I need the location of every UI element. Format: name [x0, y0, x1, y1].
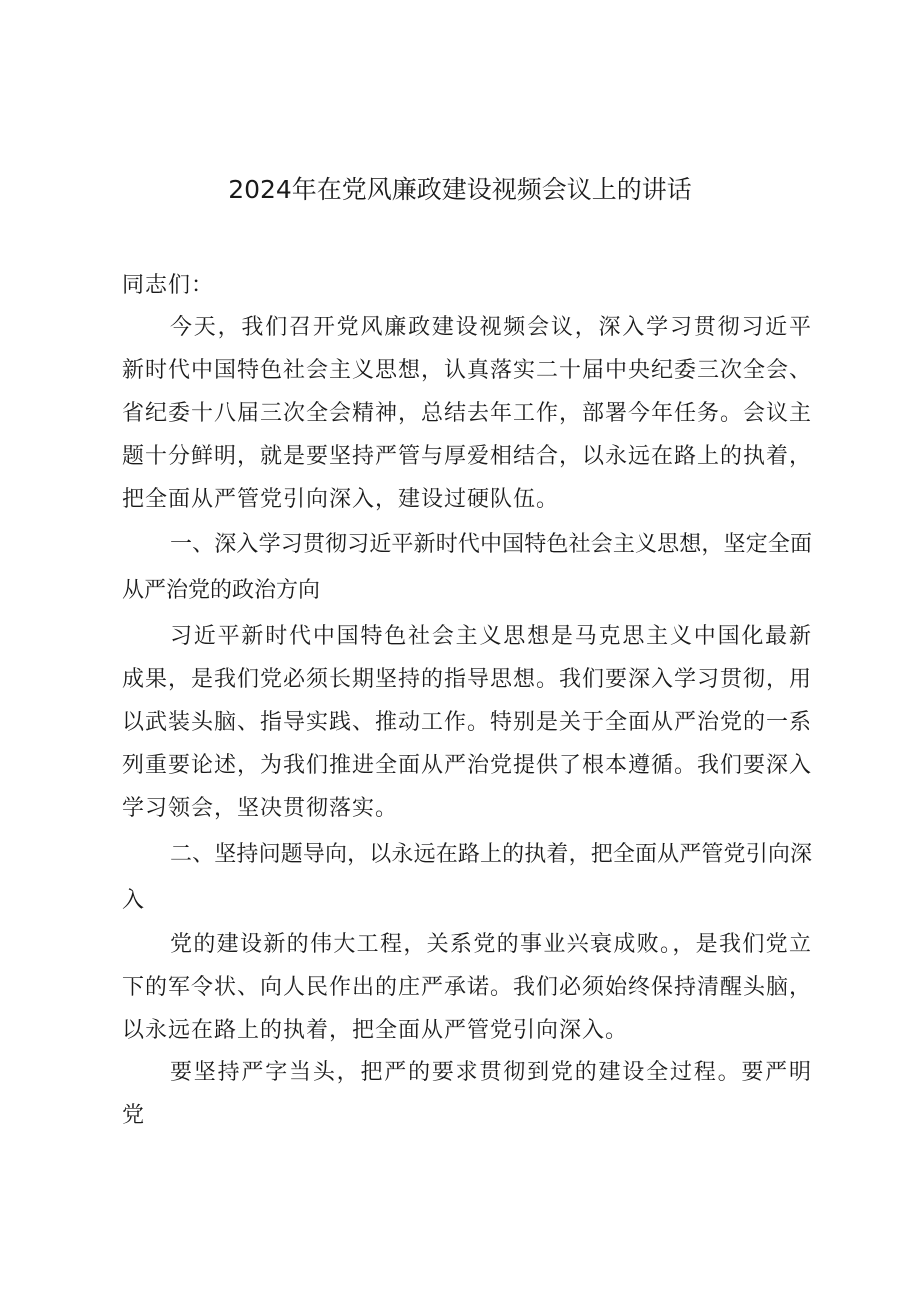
paragraph-section-2b: 要坚持严字当头，把严的要求贯彻到党的建设全过程。要严明党 — [122, 1060, 812, 1128]
section-heading-1: 一、深入学习贯彻习近平新时代中国特色社会主义思想，坚定全面从严治党的政治方向 — [122, 532, 812, 603]
document-title: 2024年在党风廉政建设视频会议上的讲话 — [228, 175, 692, 204]
paragraph-section-1: 习近平新时代中国特色社会主义思想是马克思主义中国化最新成果，是我们党必须长期坚持的指导思想。我们要深入学习贯彻，用以武装头脑、指导实践、推动工作。特别是关于全面从严治党的一系列重要论述，为我们推进全面从严治党提供了根本遵循。我们要深入学习领会，坚决贯彻落实。 — [122, 624, 813, 821]
salutation: 同志们： — [122, 273, 215, 298]
paragraph-section-2: 党的建设新的伟大工程，关系党的事业兴衰成败。，是我们党立下的军令状、向人民作出的庄严承诺。我们必须始终保持清醒头脑，以永远在路上的执着，把全面从严管党引向深入。 — [122, 932, 813, 1043]
paragraph-intro: 今天，我们召开党风廉政建设视频会议，深入学习贯彻习近平新时代中国特色社会主义思想，认真落实二十届中央纪委三次全会、省纪委十八届三次全会精神，总结去年工作，部署今年任务。会议主题十分鲜明，就是要坚持严管与厚爱相结合，以永远在路上的执着，把全面从严管党引向深入，建设过硬队伍。 — [122, 315, 813, 512]
section-heading-2: 二、坚持问题导向，以永远在路上的执着，把全面从严管党引向深入 — [122, 842, 812, 913]
